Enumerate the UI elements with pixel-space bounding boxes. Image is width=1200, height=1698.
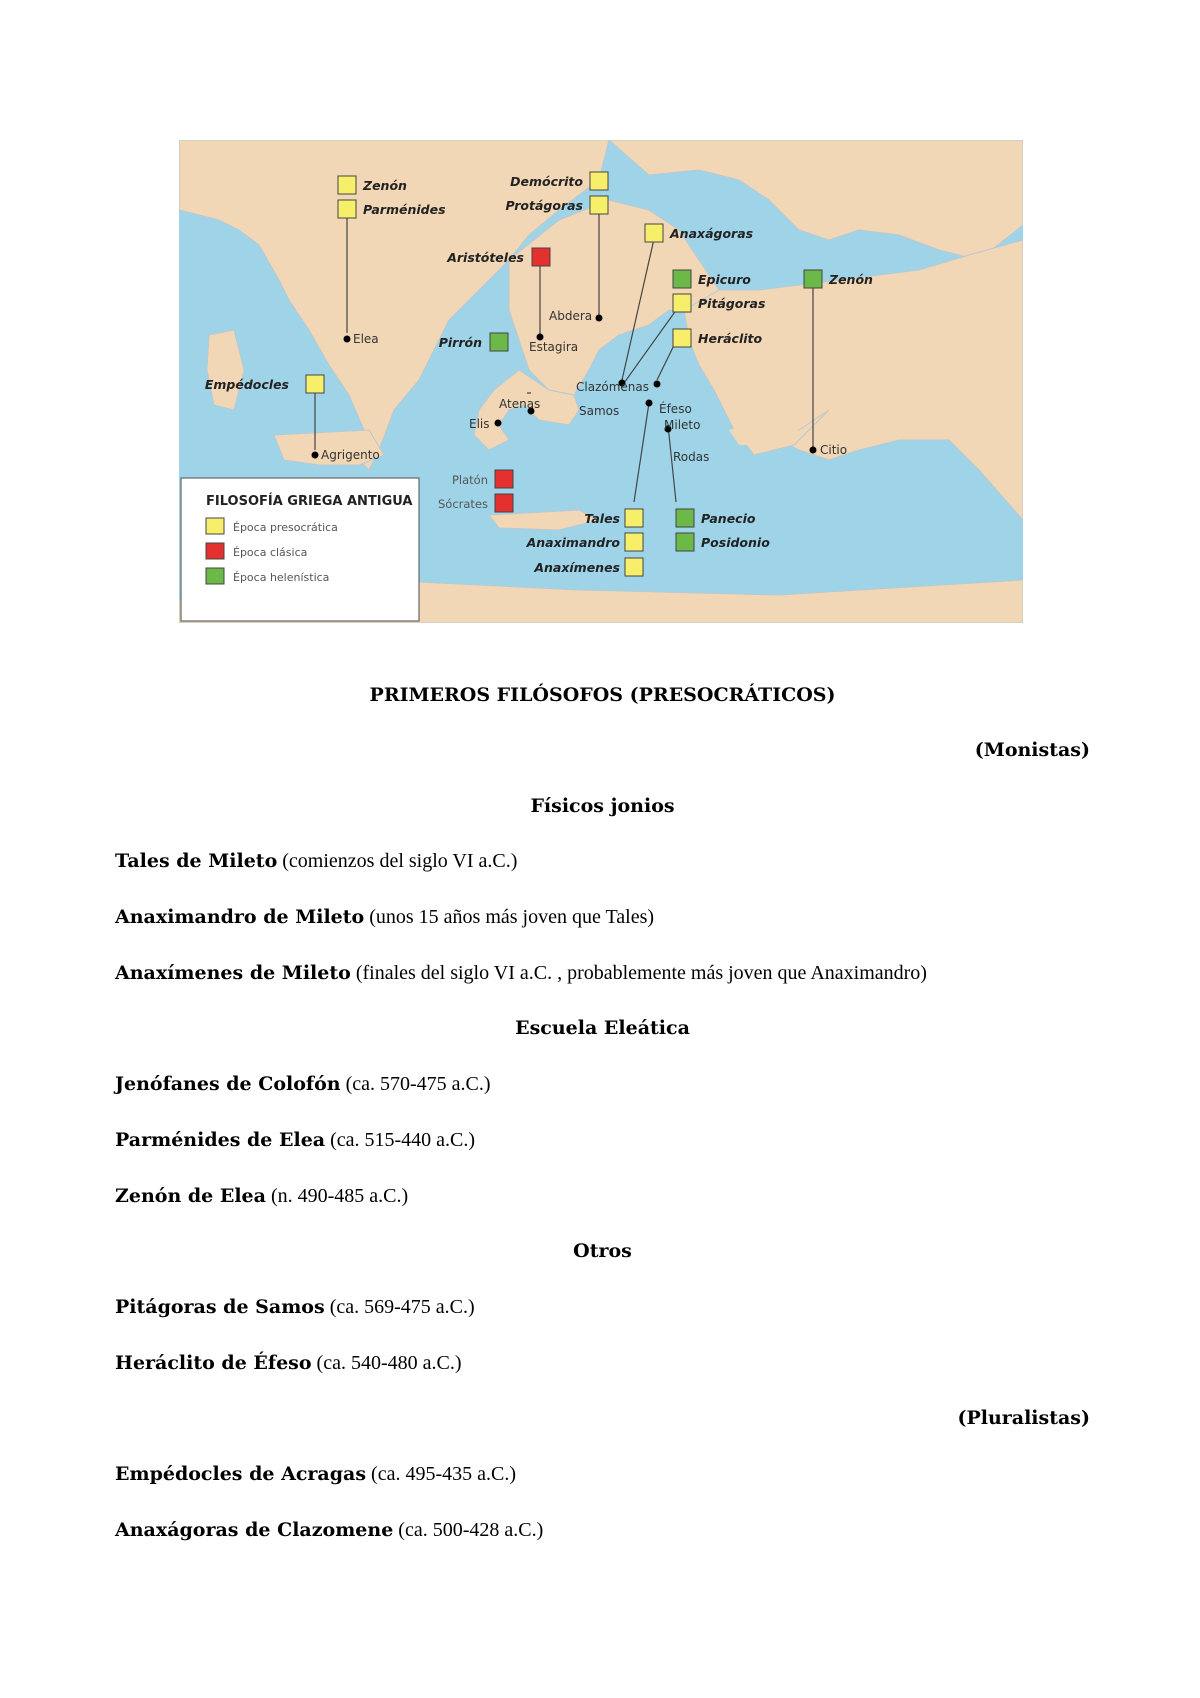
entry-detail: (n. 490-485 a.C.) [265, 1185, 409, 1207]
entry-detail: (ca. 495-435 a.C.) [366, 1463, 516, 1485]
entry-detail: (ca. 540-480 a.C.) [311, 1352, 462, 1374]
entry-name: Parménides de Elea [115, 1129, 326, 1151]
heading-monistas: (Monistas) [974, 739, 1090, 761]
entry-detail: (ca. 515-440 a.C.) [325, 1129, 476, 1151]
entry-name: Empédocles de Acragas [115, 1463, 367, 1485]
entry-name: Pitágoras de Samos [115, 1296, 325, 1318]
entry-name: Anaxímenes de Mileto [115, 962, 351, 984]
label-posidonio: Posidonio [701, 535, 770, 550]
entry-name: Zenón de Elea [115, 1185, 266, 1207]
entry-detail: (ca. 570-475 a.C.) [340, 1073, 491, 1095]
entry-detail: (comienzos del siglo VI a.C.) [277, 850, 518, 872]
label-empedocles: Empédocles [204, 377, 289, 392]
place-elea: Elea [353, 332, 379, 346]
label-pirron: Pirrón [438, 335, 482, 350]
entry-zenon [115, 1184, 1090, 1208]
label-aristoteles: Aristóteles [447, 250, 524, 265]
ancient-greek-philosophy-map [179, 140, 1023, 623]
entry-name: Anaxágoras de Clazomene [115, 1519, 394, 1541]
entry-parmenides [115, 1128, 1090, 1152]
entry-pitagoras [115, 1295, 1090, 1319]
entry-detail: (ca. 569-475 a.C.) [324, 1296, 475, 1318]
entry-name: Tales de Mileto [115, 850, 278, 872]
entry-empedocles [115, 1462, 1090, 1486]
label-parmenides: Parménides [363, 202, 446, 217]
label-anaxagoras: Anaxágoras [670, 226, 754, 241]
entry-tales [115, 849, 1090, 873]
place-estagira: Estagira [529, 340, 579, 354]
label-protagoras: Protágoras [505, 198, 583, 213]
place-agrigento: Agrigento [321, 448, 380, 462]
place-rodas: Rodas [673, 450, 710, 464]
entry-anaximenes [115, 961, 1090, 985]
heading-pluralistas: (Pluralistas) [957, 1407, 1090, 1429]
entry-anaximandro [115, 905, 1090, 929]
label-zenon-elea: Zenón [363, 178, 407, 193]
legend-clasica: Época clásica [233, 546, 308, 559]
place-mileto: Mileto [664, 418, 701, 432]
heading-fisicos-jonios: Físicos jonios [530, 795, 675, 817]
entry-name: Anaximandro de Mileto [115, 906, 365, 928]
place-atenas: Atenas [499, 397, 541, 411]
legend-presocratica: Época presocrática [233, 521, 338, 534]
label-pitagoras: Pitágoras [698, 296, 766, 311]
place-citio: Citio [820, 443, 848, 457]
heading-otros: Otros [573, 1240, 632, 1262]
place-efeso: Éfeso [659, 402, 692, 416]
label-tales: Tales [584, 511, 620, 526]
place-abdera: Abdera [549, 309, 593, 323]
label-democrito: Demócrito [510, 174, 583, 189]
label-panecio: Panecio [701, 511, 756, 526]
legend-helenistica: Época helenística [233, 571, 330, 584]
label-epicuro: Epicuro [698, 272, 751, 287]
label-zenon-citio: Zenón [829, 272, 873, 287]
entry-detail: (ca. 500-428 a.C.) [393, 1519, 544, 1541]
entry-name: Heráclito de Éfeso [115, 1352, 312, 1374]
place-clazomenas: Clazómenas [576, 380, 649, 394]
page-title: PRIMEROS FILÓSOFOS (PRESOCRÁTICOS) [369, 684, 836, 706]
label-socrates: Sócrates [437, 497, 488, 511]
entry-name: Jenófanes de Colofón [115, 1073, 341, 1095]
legend-title: FILOSOFÍA GRIEGA ANTIGUA [206, 494, 413, 509]
label-platon: Platón [451, 473, 488, 487]
place-elis: Elis [469, 417, 490, 431]
entry-anaxagoras [115, 1518, 1090, 1542]
entry-detail: (unos 15 años más joven que Tales) [364, 906, 655, 928]
label-anaximandro: Anaximandro [526, 535, 620, 550]
entry-heraclito [115, 1351, 1090, 1375]
label-anaximenes: Anaxímenes [534, 560, 620, 575]
entry-jenofanes [115, 1072, 1090, 1096]
map-legend [181, 478, 419, 621]
entry-detail: (finales del siglo VI a.C. , probablemente más joven que Anaximandro) [350, 962, 927, 984]
heading-escuela-eleatica: Escuela Eleática [515, 1017, 690, 1039]
label-heraclito: Heráclito [698, 331, 763, 346]
place-samos: Samos [579, 404, 620, 418]
